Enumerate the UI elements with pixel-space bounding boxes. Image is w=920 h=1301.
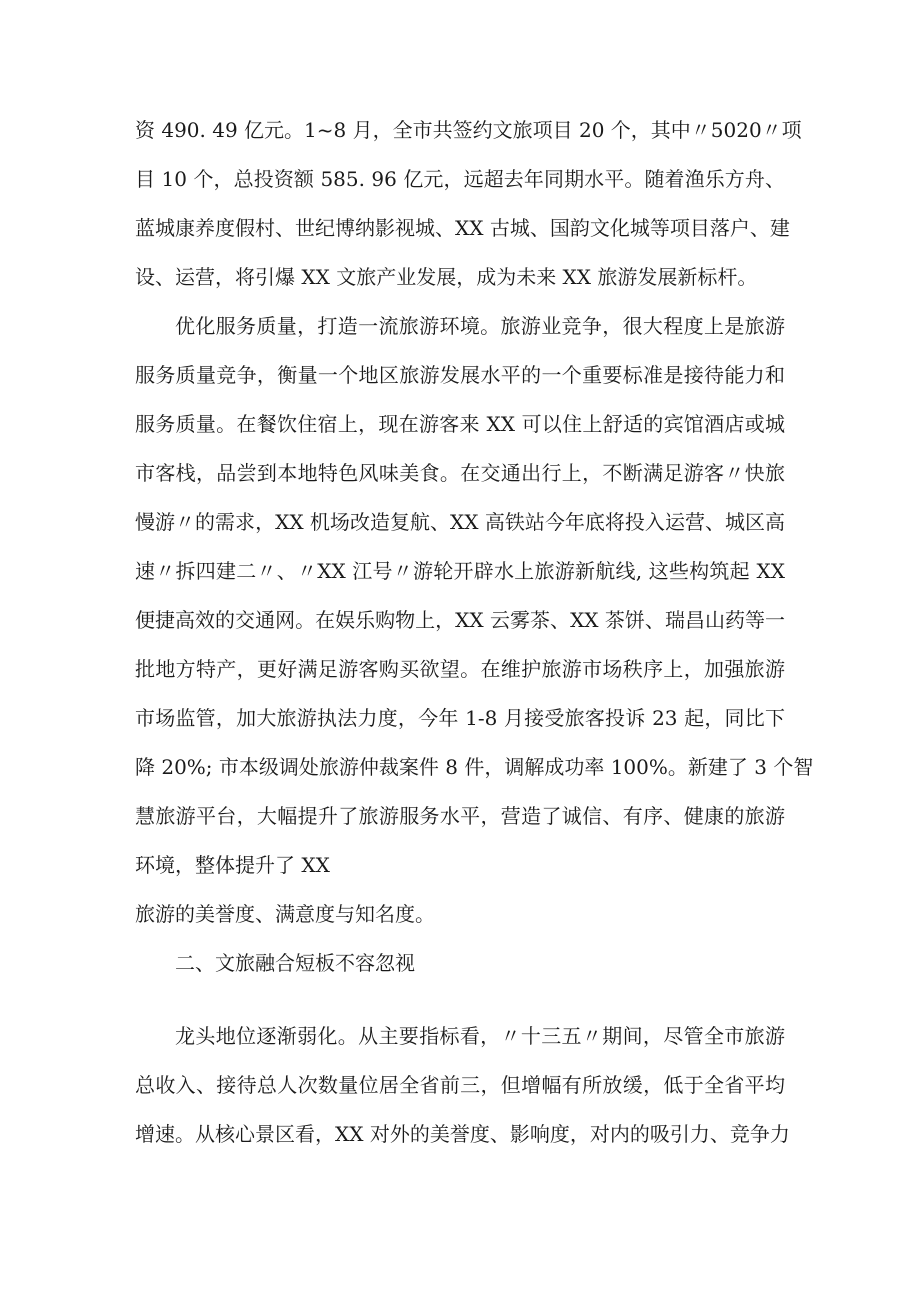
paragraph-1-line-2: 目 10 个，总投资额 585. 96 亿元，远超去年同期水平。随着渔乐方舟、 <box>135 167 785 191</box>
paragraph-4-line-1: 龙头地位逐渐弱化。从主要指标看，〃十三五〃期间，尽管全市旅游 <box>175 1024 785 1048</box>
section-heading: 二、文旅融合短板不容忽视 <box>175 951 415 975</box>
paragraph-1-line-3: 蓝城康养度假村、世纪博纳影视城、XX 古城、国韵文化城等项目落户、建 <box>135 216 790 240</box>
paragraph-4-line-2: 总收入、接待总人次数量位居全省前三，但增幅有所放缓，低于全省平均 <box>135 1073 785 1097</box>
paragraph-2-line-12: 环境，整体提升了 XX <box>135 853 330 877</box>
paragraph-2-line-9: 市场监管，加大旅游执法力度，今年 1-8 月接受旅客投诉 23 起，同比下 <box>135 706 785 730</box>
paragraph-3-line-1: 旅游的美誉度、满意度与知名度。 <box>135 902 435 926</box>
paragraph-2-line-6: 速〃拆四建二〃、〃XX 江号〃游轮开辟水上旅游新航线, 这些构筑起 XX <box>135 559 785 583</box>
paragraph-2-line-7: 便捷高效的交通网。在娱乐购物上，XX 云雾茶、XX 茶饼、瑞昌山药等一 <box>135 608 785 632</box>
paragraph-2-line-4: 市客栈，品尝到本地特色风味美食。在交通出行上，不断满足游客〃快旅 <box>135 461 785 485</box>
paragraph-2-line-3: 服务质量。在餐饮住宿上，现在游客来 XX 可以住上舒适的宾馆酒店或城 <box>135 412 785 436</box>
paragraph-1-line-4: 设、运营，将引爆 XX 文旅产业发展，成为未来 XX 旅游发展新标杆。 <box>135 265 758 289</box>
paragraph-2-line-2: 服务质量竞争，衡量一个地区旅游发展水平的一个重要标准是接待能力和 <box>135 363 785 387</box>
paragraph-1-line-1: 资 490. 49 亿元。1~8 月，全市共签约文旅项目 20 个，其中〃5020〃项 <box>135 118 802 142</box>
paragraph-4-line-3: 增速。从核心景区看，XX 对外的美誉度、影响度，对内的吸引力、竞争力 <box>135 1122 790 1146</box>
paragraph-2-line-5: 慢游〃的需求，XX 机场改造复航、XX 高铁站今年底将投入运营、城区高 <box>135 510 785 534</box>
paragraph-2-line-10: 降 20%; 市本级调处旅游仲裁案件 8 件，调解成功率 100%。新建了 3 个智 <box>135 755 814 779</box>
paragraph-2-line-8: 批地方特产，更好满足游客购买欲望。在维护旅游市场秩序上，加强旅游 <box>135 657 785 681</box>
paragraph-2-line-11: 慧旅游平台，大幅提升了旅游服务水平，营造了诚信、有序、健康的旅游 <box>135 804 785 828</box>
paragraph-2-line-1: 优化服务质量，打造一流旅游环境。旅游业竞争，很大程度上是旅游 <box>175 314 785 338</box>
